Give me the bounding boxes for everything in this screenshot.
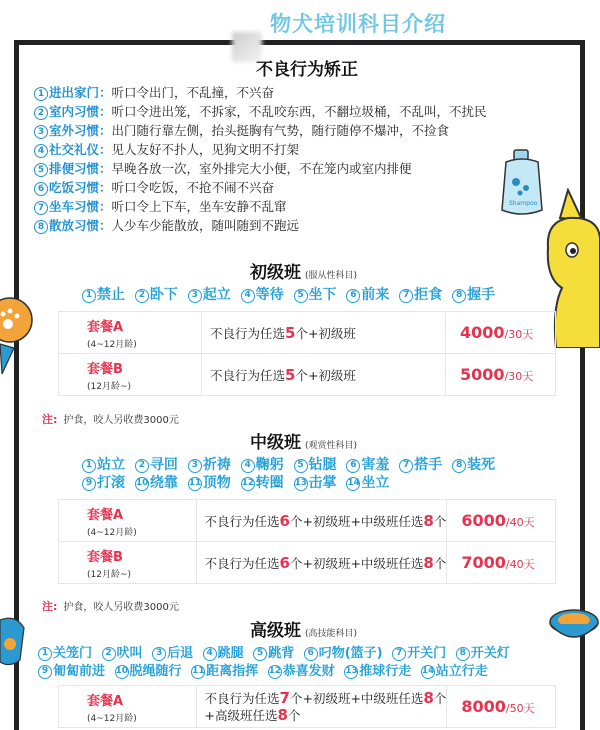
price-value: 4000 (460, 323, 505, 342)
skill-name: 推球行走 (359, 664, 412, 679)
package-price (446, 312, 556, 354)
desc-count-2: 8 (423, 511, 434, 530)
skill-item (304, 646, 383, 661)
rule-item (34, 159, 554, 178)
skill-name: 站立行走 (435, 664, 488, 679)
beginner-price-table (58, 311, 556, 396)
skill-item (399, 287, 442, 303)
skill-name: 距离指挥 (206, 664, 259, 679)
package-age: (12月龄~) (87, 569, 132, 580)
skill-item (253, 646, 294, 661)
package-desc (196, 686, 447, 728)
rule-item (34, 140, 554, 159)
skill-number: 5 (294, 459, 308, 473)
skill-name: 转圈 (255, 475, 284, 491)
skill-name: 叼物(篮子) (318, 646, 383, 661)
package-price (447, 686, 556, 728)
desc-part: 不良行为任选 (204, 690, 280, 706)
skill-number: 10 (135, 477, 149, 491)
package-name: 套餐A (87, 693, 124, 709)
rule-name: 室外习惯 (49, 123, 100, 138)
package-name: 套餐B (87, 549, 123, 565)
package-age: (4~12月龄) (87, 339, 137, 350)
price-unit: /30天 (504, 370, 534, 383)
desc-part: +高级班任选 (204, 707, 278, 723)
skill-name: 击掌 (308, 475, 337, 491)
intermediate-heading (250, 428, 357, 453)
package-cell (59, 686, 197, 728)
paw-ball-icon (0, 296, 34, 376)
skill-item (346, 475, 389, 491)
desc-part: 个+初级班+中级班任选 (289, 690, 424, 706)
desc-count: 5 (285, 323, 296, 342)
rule-name: 社交礼仪 (49, 142, 100, 157)
skill-number: 10 (115, 665, 129, 679)
skill-item (82, 457, 125, 473)
rule-name: 室内习惯 (49, 104, 100, 119)
intermediate-title: 中级班 (250, 433, 301, 453)
skill-item (38, 664, 105, 679)
skill-name: 顶物 (202, 475, 231, 491)
desc-count-3: 8 (277, 705, 288, 724)
skill-number: 7 (399, 289, 413, 303)
skill-number: 1 (82, 289, 96, 303)
skill-item (452, 457, 495, 473)
desc-count: 6 (279, 511, 290, 530)
note-text: 护食，咬人另收费3000元 (63, 602, 179, 613)
rule-number: 1 (34, 87, 48, 101)
package-desc (196, 500, 447, 542)
beginner-subtitle: (服从性科目) (305, 271, 358, 281)
rule-colon: ： (99, 180, 112, 195)
price-unit: /40天 (505, 558, 535, 571)
rule-name: 排便习惯 (49, 161, 100, 176)
skill-number: 8 (456, 647, 470, 661)
desc-part: 个+初级班+中级班任选 (289, 513, 424, 529)
skill-number: 11 (191, 665, 205, 679)
rule-colon: ： (99, 85, 112, 100)
skill-number: 9 (82, 477, 96, 491)
rule-number: 5 (34, 163, 48, 177)
skill-number: 1 (38, 647, 52, 661)
rule-colon: ： (99, 104, 112, 119)
desc-part: 个 (433, 513, 447, 529)
skill-name: 等待 (255, 287, 284, 303)
skill-number: 6 (346, 289, 360, 303)
desc-part: 个+初级班 (295, 325, 356, 341)
skill-number: 7 (392, 647, 406, 661)
desc-part: 不良行为任选 (204, 513, 280, 529)
rule-number: 4 (34, 144, 48, 158)
skill-item (294, 457, 337, 473)
package-price (446, 354, 556, 396)
skill-item (38, 646, 92, 661)
rule-colon: ： (99, 123, 112, 138)
beginner-heading (250, 258, 357, 283)
skill-item (346, 287, 389, 303)
rule-number: 7 (34, 201, 48, 215)
price-value: 6000 (461, 511, 506, 530)
note-label: 注: (42, 413, 58, 426)
rule-item (34, 178, 554, 197)
desc-part: 个 (287, 707, 301, 723)
skill-name: 坐立 (361, 475, 390, 491)
desc-count: 7 (279, 688, 290, 707)
skill-name: 开关门 (407, 646, 447, 661)
intermediate-item-list-2 (82, 472, 394, 492)
price-value: 8000 (461, 697, 506, 716)
rule-name: 坐车习惯 (49, 199, 100, 214)
package-desc (196, 542, 447, 584)
package-name: 套餐A (87, 507, 124, 523)
beginner-title: 初级班 (250, 263, 301, 283)
package-row (59, 354, 556, 396)
desc-count-2: 8 (423, 688, 434, 707)
skill-name: 寻回 (149, 457, 178, 473)
skill-number: 2 (135, 289, 149, 303)
desc-count-2: 8 (423, 553, 434, 572)
price-unit: /50天 (505, 702, 535, 715)
dog-bowl-icon (544, 606, 600, 646)
skill-item (135, 475, 178, 491)
skill-item (188, 457, 231, 473)
desc-count: 5 (285, 365, 296, 384)
advanced-heading (250, 616, 357, 641)
skill-number: 4 (241, 289, 255, 303)
desc-part: 不良行为任选 (210, 367, 286, 383)
rule-name: 进出家门 (49, 85, 100, 100)
skill-item (241, 287, 284, 303)
rule-name: 吃饭习惯 (49, 180, 100, 195)
rule-number: 3 (34, 125, 48, 139)
skill-number: 13 (294, 477, 308, 491)
package-price (447, 500, 556, 542)
skill-number: 12 (268, 665, 282, 679)
rule-name: 散放习惯 (49, 218, 100, 233)
beginner-item-list (82, 284, 500, 304)
skill-item (188, 287, 231, 303)
skill-number: 9 (38, 665, 52, 679)
skill-number: 5 (294, 289, 308, 303)
skill-number: 6 (346, 459, 360, 473)
skill-item (188, 475, 231, 491)
desc-part: 个 (433, 555, 447, 571)
skill-number: 11 (188, 477, 202, 491)
desc-part: 个 (433, 690, 447, 706)
skill-item (241, 457, 284, 473)
skill-name: 祈祷 (202, 457, 231, 473)
skill-name: 钻腿 (308, 457, 337, 473)
skill-item (456, 646, 510, 661)
price-unit: /40天 (505, 516, 535, 529)
skill-item (392, 646, 446, 661)
skill-item (268, 664, 335, 679)
skill-item (135, 457, 178, 473)
desc-part: 不良行为任选 (210, 325, 286, 341)
skill-name: 脱绳随行 (129, 664, 182, 679)
skill-number: 8 (452, 289, 466, 303)
package-age: (4~12月龄) (87, 527, 137, 538)
package-desc (202, 354, 446, 396)
skill-item (115, 664, 182, 679)
skill-item (135, 287, 178, 303)
package-name: 套餐B (87, 361, 123, 377)
note-label: 注: (42, 600, 58, 613)
skill-item (241, 475, 284, 491)
rule-item (34, 216, 554, 235)
skill-item (399, 457, 442, 473)
skill-name: 恭喜发财 (282, 664, 335, 679)
package-name: 套餐A (87, 319, 124, 335)
skill-number: 6 (304, 647, 318, 661)
skill-number: 14 (421, 665, 435, 679)
skill-item (82, 475, 125, 491)
advanced-item-list (38, 642, 515, 661)
skill-number: 2 (135, 459, 149, 473)
rule-desc: 听口令吃饭，不抢不闹不兴奋 (111, 180, 275, 195)
skill-name: 装死 (467, 457, 496, 473)
skill-number: 12 (241, 477, 255, 491)
advanced-subtitle: (高技能科目) (305, 629, 358, 639)
rule-desc: 见人友好不扑人，见狗文明不打架 (111, 142, 300, 157)
package-cell (59, 354, 202, 396)
skill-item (346, 457, 389, 473)
skill-number: 7 (399, 459, 413, 473)
package-cell (59, 500, 197, 542)
skill-name: 开关灯 (470, 646, 510, 661)
rule-item (34, 121, 554, 140)
package-row (59, 686, 556, 728)
skill-item (452, 287, 495, 303)
intermediate-note (42, 598, 179, 614)
package-age: (4~12月龄) (87, 713, 137, 724)
intermediate-price-table (58, 499, 556, 584)
food-bowl-icon (0, 614, 26, 668)
skill-name: 跳背 (268, 646, 295, 661)
package-desc (202, 312, 446, 354)
bottle-label: Shampoo (509, 200, 538, 207)
package-cell (59, 542, 197, 584)
skill-name: 卧下 (149, 287, 178, 303)
skill-item (294, 475, 337, 491)
rule-item (34, 83, 554, 102)
rule-colon: ： (99, 218, 112, 233)
skill-name: 拒食 (414, 287, 443, 303)
page-title: 物犬培训科目介绍 (270, 12, 446, 36)
skill-item (203, 646, 244, 661)
skill-name: 鞠躬 (255, 457, 284, 473)
skill-name: 握手 (467, 287, 496, 303)
skill-number: 4 (203, 647, 217, 661)
skill-name: 绕靠 (149, 475, 178, 491)
package-price (447, 542, 556, 584)
package-row (59, 500, 556, 542)
skill-number: 1 (82, 459, 96, 473)
skill-item (294, 287, 337, 303)
rule-desc: 早晚各放一次，室外排完大小便，不在笼内或室内排便 (111, 161, 412, 176)
rule-number: 6 (34, 182, 48, 196)
skill-item (82, 287, 125, 303)
skill-name: 起立 (202, 287, 231, 303)
skill-item (102, 646, 143, 661)
skill-name: 坐下 (308, 287, 337, 303)
advanced-title: 高级班 (250, 621, 301, 641)
advanced-item-list-2 (38, 660, 493, 679)
beginner-note (42, 411, 179, 427)
skill-number: 3 (188, 459, 202, 473)
skill-name: 匍匐前进 (53, 664, 106, 679)
skill-item (152, 646, 193, 661)
desc-part: 个+初级班+中级班任选 (289, 555, 424, 571)
skill-number: 5 (253, 647, 267, 661)
rule-colon: ： (99, 161, 112, 176)
skill-number: 8 (452, 459, 466, 473)
price-value: 7000 (461, 553, 506, 572)
skill-name: 前来 (361, 287, 390, 303)
desc-part: 个+初级班 (295, 367, 356, 383)
desc-count: 6 (279, 553, 290, 572)
package-row (59, 542, 556, 584)
price-unit: /30天 (504, 328, 534, 341)
skill-item (191, 664, 258, 679)
skill-name: 害羞 (361, 457, 390, 473)
rule-colon: ： (99, 142, 112, 157)
skill-number: 3 (188, 289, 202, 303)
rule-desc: 出门随行靠左侧，抬头挺胸有气势，随行随停不爆冲，不捡食 (111, 123, 450, 138)
skill-item (421, 664, 488, 679)
rule-desc: 听口令进出笼，不拆家，不乱咬东西，不翻垃圾桶，不乱叫，不扰民 (111, 104, 487, 119)
package-age: (12月龄~) (87, 381, 132, 392)
skill-number: 2 (102, 647, 116, 661)
skill-item (344, 664, 411, 679)
skill-number: 4 (241, 459, 255, 473)
skill-name: 关笼门 (53, 646, 93, 661)
behavior-rule-list (34, 83, 554, 235)
rule-number: 2 (34, 106, 48, 120)
skill-name: 禁止 (97, 287, 125, 303)
rule-item (34, 102, 554, 121)
desc-part: 不良行为任选 (204, 555, 280, 571)
rule-desc: 听口令上下车，坐车安静不乱窜 (111, 199, 287, 214)
rule-desc: 听口令出门，不乱撞，不兴奋 (111, 85, 275, 100)
intermediate-subtitle: (观赏性科目) (305, 441, 358, 451)
rule-colon: ： (99, 199, 112, 214)
skill-number: 3 (152, 647, 166, 661)
skill-name: 吠叫 (116, 646, 143, 661)
skill-name: 站立 (97, 457, 125, 473)
behavior-heading: 不良行为矫正 (256, 60, 358, 80)
package-cell (59, 312, 202, 354)
advanced-price-table (58, 685, 556, 728)
skill-number: 13 (344, 665, 358, 679)
skill-number: 14 (346, 477, 360, 491)
rule-desc: 人少车少能散放，随叫随到不跑远 (111, 218, 300, 233)
price-value: 5000 (460, 365, 505, 384)
skill-name: 搭手 (414, 457, 443, 473)
intermediate-item-list (82, 454, 500, 474)
skill-name: 后退 (167, 646, 194, 661)
rule-item (34, 197, 554, 216)
note-text: 护食，咬人另收费3000元 (63, 415, 179, 426)
rule-number: 8 (34, 220, 48, 234)
skill-name: 打滚 (97, 475, 125, 491)
package-row (59, 312, 556, 354)
skill-name: 跳腿 (217, 646, 244, 661)
